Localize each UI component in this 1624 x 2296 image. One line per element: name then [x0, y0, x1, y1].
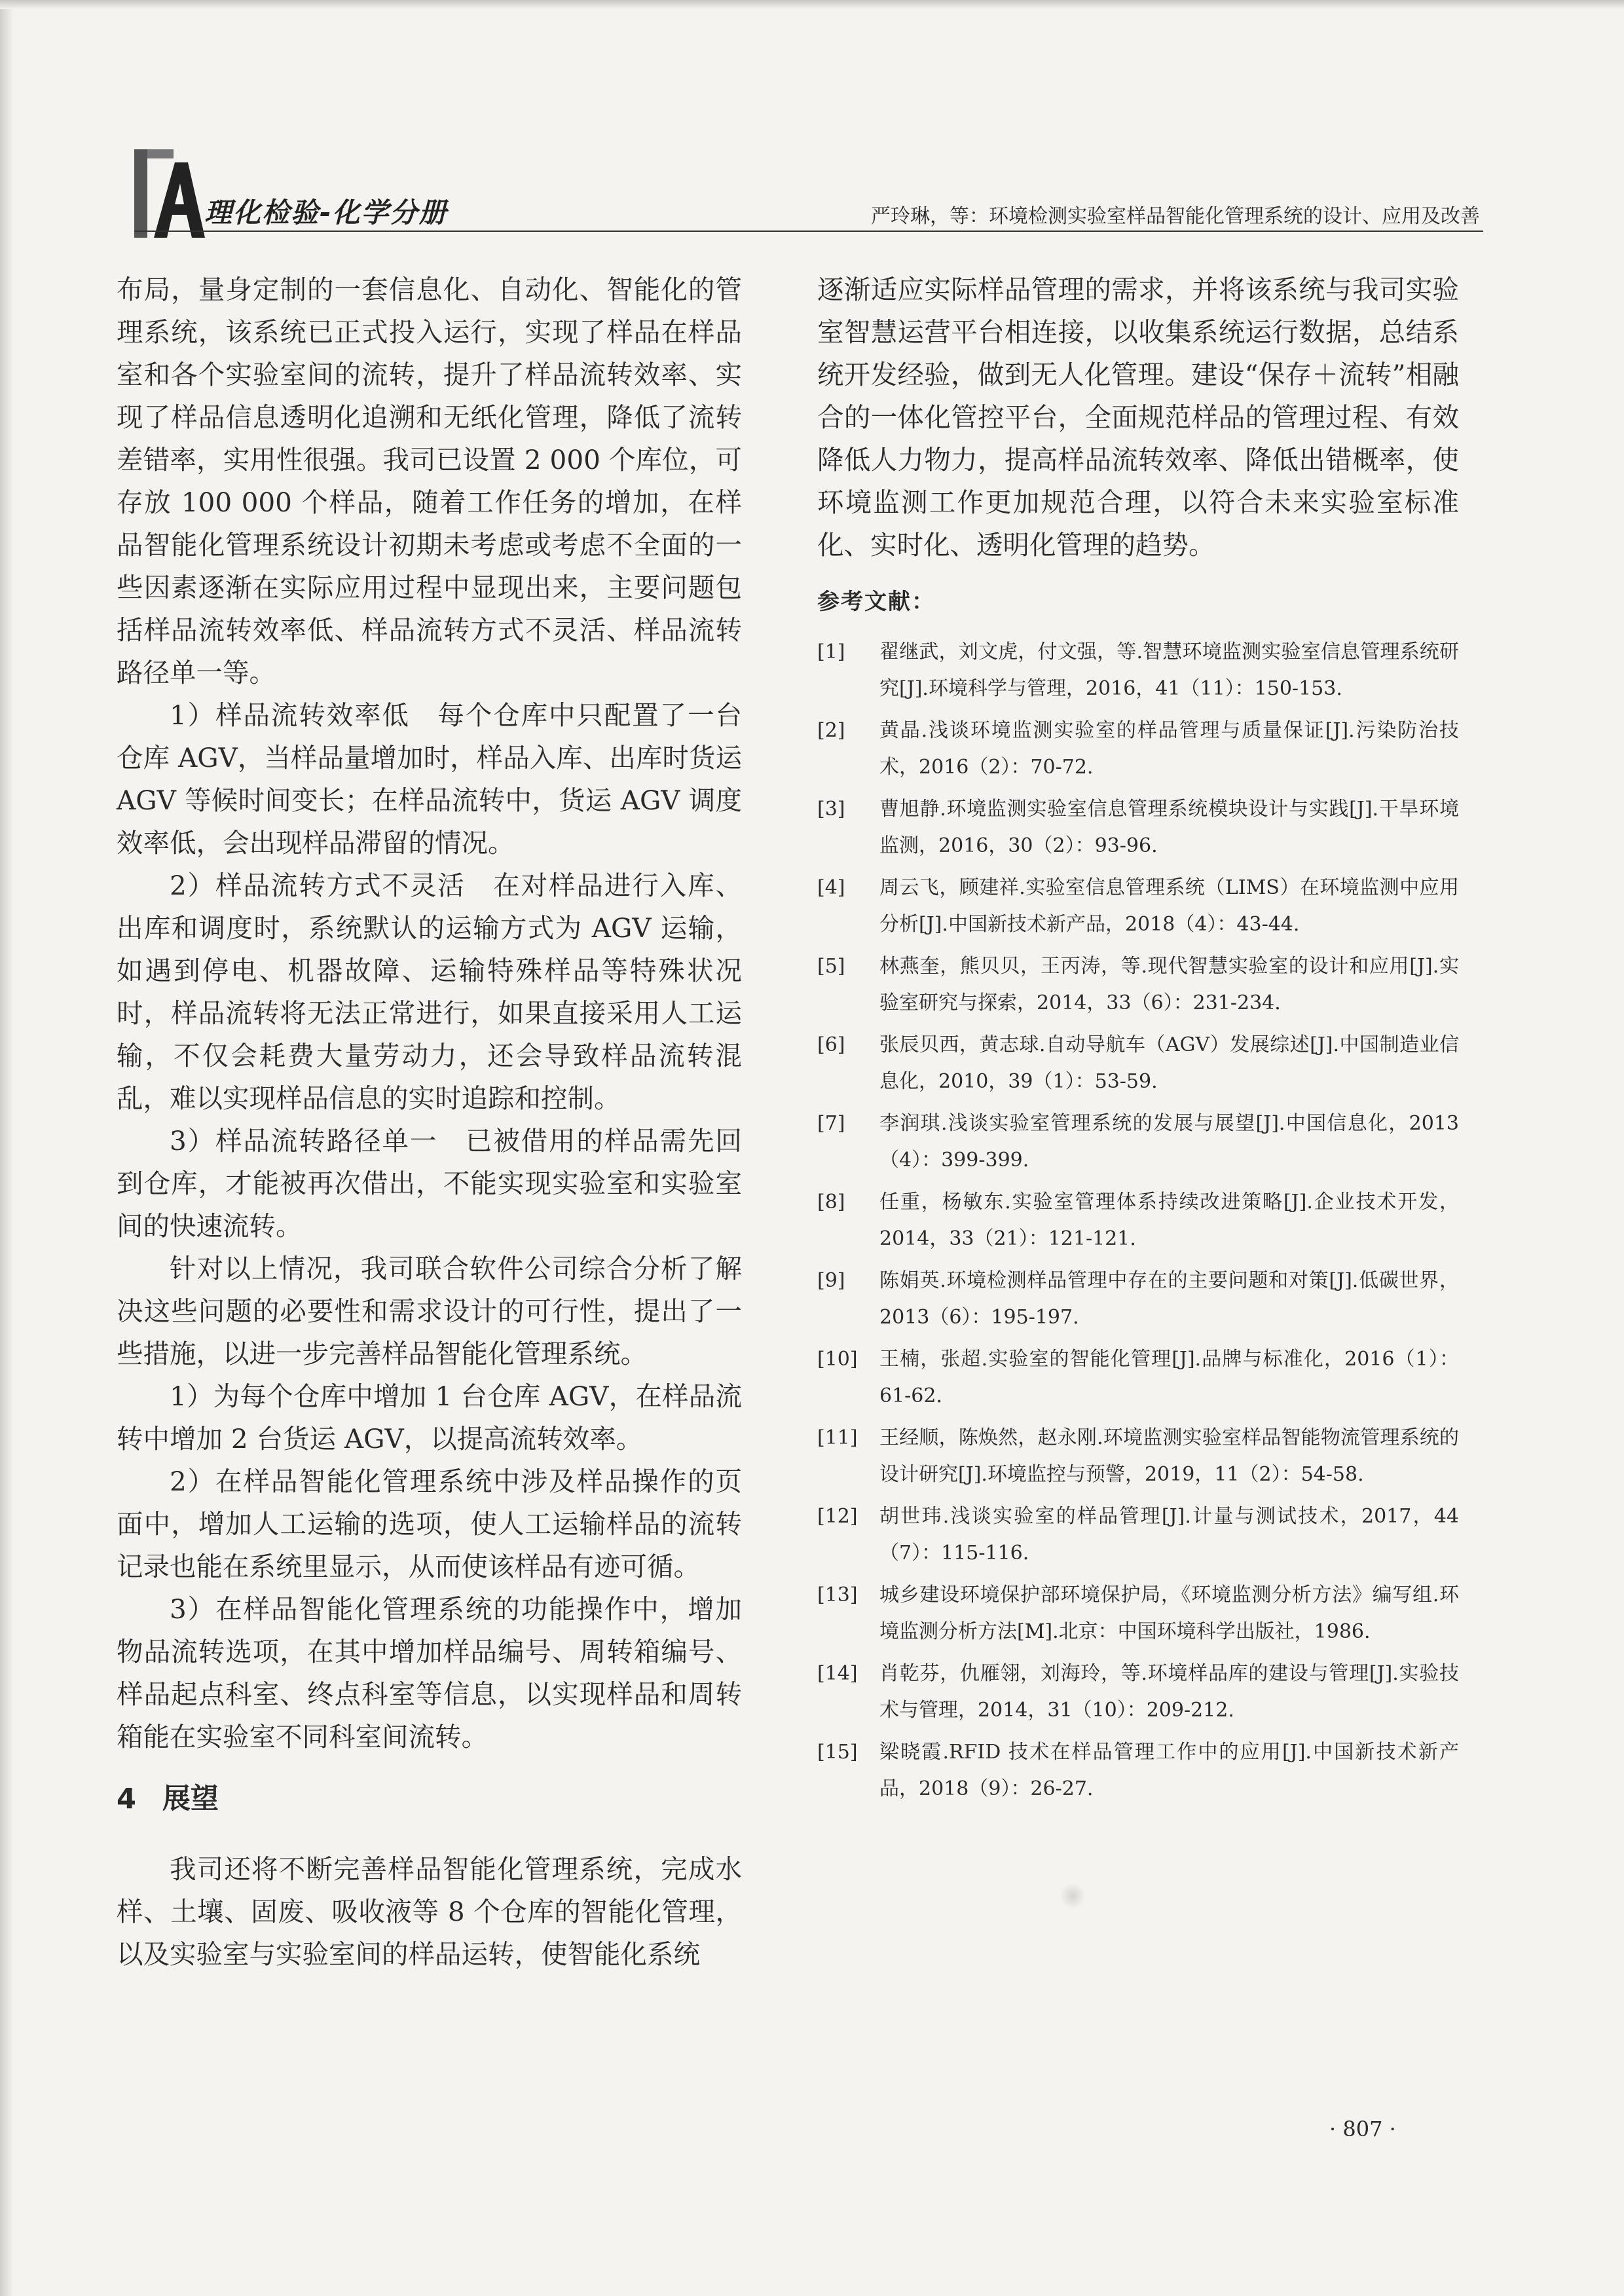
reference-item: [817, 1734, 1459, 1807]
section-heading: [117, 1777, 742, 1817]
section-number: 4: [117, 1783, 136, 1815]
reference-text: 王经顺，陈焕然，赵永刚.环境监测实验室样品智能物流管理系统的设计研究[J].环境监控与预警，2019，11（2）：54-58.: [879, 1426, 1459, 1486]
left-column: [117, 268, 742, 1976]
reference-text: 黄晶.浅谈环境监测实验室的样品管理与质量保证[J].污染防治技术，2016（2）：70-72.: [879, 719, 1459, 779]
reference-number: [12]: [817, 1505, 858, 1528]
reference-text: 翟继武，刘文虎，付文强，等.智慧环境监测实验室信息管理系统研究[J].环境科学与管理，2016，41（11）：150-153.: [879, 640, 1459, 700]
body-paragraph: 2）在样品智能化管理系统中涉及样品操作的页面中，增加人工运输的选项，使人工运输样品的流转记录也能在系统里显示，从而使该样品有迹可循。: [117, 1466, 742, 1582]
reference-item: [817, 1498, 1459, 1572]
reference-number: [7]: [817, 1112, 845, 1135]
journal-name: 理化检验-化学分册: [204, 196, 448, 229]
scan-smudge: [1060, 1883, 1086, 1909]
reference-text: 张辰贝西，黄志球.自动导航车（AGV）发展综述[J].中国制造业信息化，2010，39（1）：53-59.: [879, 1033, 1459, 1093]
section-title: 展望: [162, 1783, 219, 1815]
reference-item: [817, 634, 1459, 707]
body-paragraph: 针对以上情况，我司联合软件公司综合分析了解决这些问题的必要性和需求设计的可行性，提出了一些措施，以进一步完善样品智能化管理系统。: [117, 1253, 742, 1369]
reference-number: [10]: [817, 1348, 858, 1371]
right-column: [817, 268, 1459, 1813]
body-paragraph: 2）样品流转方式不灵活 在对样品进行入库、出库和调度时，系统默认的运输方式为 AGV 运输，如遇到停电、机器故障、运输特殊样品等特殊状况时，样品流转将无法正常进行，如果直接采用人工运输，不仅会耗费大量劳动力，还会导致样品流转混乱，难以实现样品信息的实时追踪和控制。: [117, 870, 742, 1114]
journal-logo-icon: [134, 149, 205, 238]
reference-number: [15]: [817, 1741, 858, 1764]
reference-item: [817, 1656, 1459, 1729]
reference-item: [817, 1420, 1459, 1493]
reference-text: 胡世玮.浅谈实验室的样品管理[J].计量与测试技术，2017，44（7）：115-116.: [879, 1505, 1459, 1565]
reference-text: 林燕奎，熊贝贝，王丙涛，等.现代智慧实验室的设计和应用[J].实验室研究与探索，2014，33（6）：231-234.: [879, 955, 1459, 1014]
reference-item: [817, 1577, 1459, 1650]
references-heading: 参考文献：: [817, 589, 935, 615]
reference-text: 梁晓霞.RFID 技术在样品管理工作中的应用[J].中国新技术新产品，2018（9）：26-27.: [879, 1741, 1459, 1800]
body-paragraph: 1）为每个仓库中增加 1 台仓库 AGV，在样品流转中增加 2 台货运 AGV，以提高流转效率。: [117, 1380, 742, 1454]
page-number: · 807 ·: [1329, 2117, 1396, 2141]
page-top-edge: [0, 0, 1624, 9]
reference-number: [11]: [817, 1426, 858, 1449]
reference-text: 周云飞，顾建祥.实验室信息管理系统（LIMS）在环境监测中应用分析[J].中国新技术新产品，2018（4）：43-44.: [879, 876, 1459, 936]
body-paragraph: 布局，量身定制的一套信息化、自动化、智能化的管理系统，该系统已正式投入运行，实现了样品在样品室和各个实验室间的流转，提升了样品流转效率、实现了样品信息透明化追溯和无纸化管理，降低了流转差错率，实用性很强。我司已设置 2 000 个库位，可存放 100 000 个样品，随着工作任务的增加，在样品智能化管理系统设计初期未考虑或考虑不全面的一些因素逐渐在实际应用过程中显现出来，主要问题包括样品流转效率低、样品流转方式不灵活、样品流转路径单一等。: [117, 274, 742, 688]
reference-item: [817, 1105, 1459, 1179]
reference-item: [817, 791, 1459, 864]
reference-item: [817, 713, 1459, 786]
reference-number: [9]: [817, 1269, 845, 1292]
reference-text: 肖乾芬，仇雁翎，刘海玲，等.环境样品库的建设与管理[J].实验技术与管理，2014，31（10）：209-212.: [879, 1662, 1459, 1722]
reference-item: [817, 948, 1459, 1022]
body-paragraph: 逐渐适应实际样品管理的需求，并将该系统与我司实验室智慧运营平台相连接，以收集系统运行数据，总结系统开发经验，做到无人化管理。建设“保存＋流转”相融合的一体化管控平台，全面规范样品的管理过程、有效降低人力物力，提高样品流转效率、降低出错概率，使环境监测工作更加规范合理，以符合未来实验室标准化、实时化、透明化管理的趋势。: [817, 274, 1459, 561]
reference-text: 曹旭静.环境监测实验室信息管理系统模块设计与实践[J].干旱环境监测，2016，30（2）：93-96.: [879, 798, 1459, 857]
reference-text: 王楠，张超.实验室的智能化管理[J].品牌与标准化，2016（1）：61-62.: [879, 1348, 1459, 1407]
reference-number: [1]: [817, 640, 845, 663]
reference-item: [817, 1341, 1459, 1415]
reference-text: 任重，杨敏东.实验室管理体系持续改进策略[J].企业技术开发，2014，33（21）：121-121.: [879, 1191, 1459, 1250]
body-paragraph: 3）在样品智能化管理系统的功能操作中，增加物品流转选项，在其中增加样品编号、周转箱编号、样品起点科室、终点科室等信息，以实现样品和周转箱能在实验室不同科室间流转。: [117, 1593, 742, 1752]
reference-number: [2]: [817, 719, 845, 742]
reference-item: [817, 1184, 1459, 1257]
reference-text: 陈娟英.环境检测样品管理中存在的主要问题和对策[J].低碳世界，2013（6）：195-197.: [879, 1269, 1459, 1329]
reference-number: [6]: [817, 1033, 845, 1056]
reference-number: [5]: [817, 955, 845, 978]
reference-item: [817, 1027, 1459, 1100]
reference-item: [817, 1263, 1459, 1336]
body-paragraph: 1）样品流转效率低 每个仓库中只配置了一台仓库 AGV，当样品量增加时，样品入库、出库时货运 AGV 等候时间变长；在样品流转中，货运 AGV 调度效率低，会出现样品滞留的情况。: [117, 699, 742, 859]
reference-number: [3]: [817, 798, 845, 821]
reference-number: [8]: [817, 1191, 845, 1213]
reference-text: 李润琪.浅谈实验室管理系统的发展与展望[J].中国信息化，2013（4）：399-399.: [879, 1112, 1459, 1172]
header-rule: [134, 231, 1483, 232]
reference-list: [817, 634, 1459, 1807]
running-title: 严玲琳，等：环境检测实验室样品智能化管理系统的设计、应用及改善: [871, 205, 1480, 228]
reference-number: [4]: [817, 876, 845, 899]
reference-number: [13]: [817, 1583, 858, 1606]
body-paragraph: 我司还将不断完善样品智能化管理系统，完成水样、土壤、固废、吸收液等 8 个仓库的智能化管理，以及实验室与实验室间的样品运转，使智能化系统: [117, 1853, 742, 1970]
reference-text: 城乡建设环境保护部环境保护局，《环境监测分析方法》编写组.环境监测分析方法[M].北京：中国环境科学出版社，1986.: [879, 1583, 1459, 1643]
page-edge-shadow: [0, 0, 13, 2296]
reference-item: [817, 870, 1459, 943]
reference-number: [14]: [817, 1662, 858, 1685]
body-paragraph: 3）样品流转路径单一 已被借用的样品需先回到仓库，才能被再次借出，不能实现实验室和实验室间的快速流转。: [117, 1125, 742, 1242]
